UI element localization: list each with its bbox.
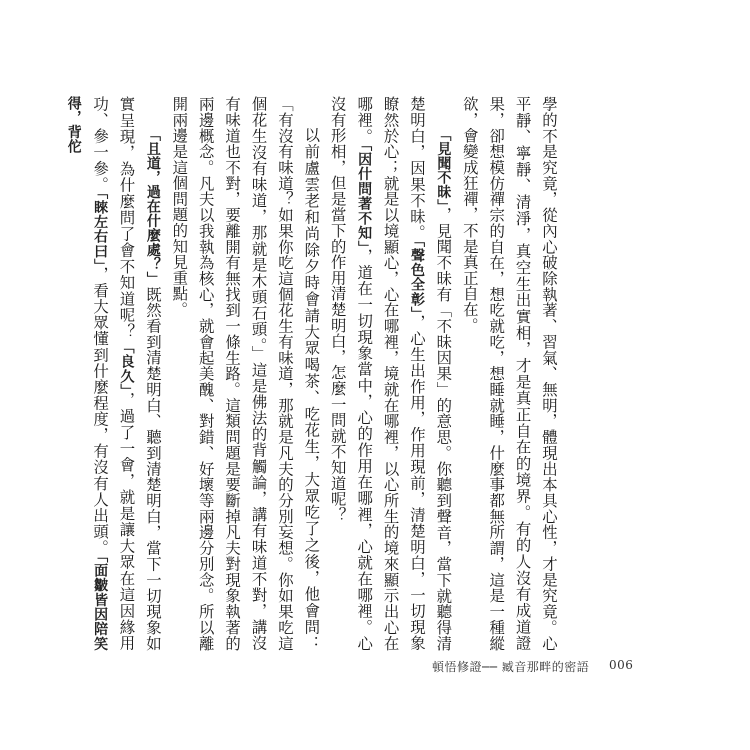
quote-mian-zhou: 「面皺皆因陪笑得，背佗 [65,96,109,651]
paragraph-2 [324,96,456,651]
quote-yin-shen: 「因什問著不知」 [356,144,373,249]
quote-jian-wen: 「見聞不昧」 [435,126,452,207]
quote-qie-dao: 「且道，過在什麼處？」 [144,126,161,286]
quote-lai-zuo-you: 「睞左右曰」 [92,192,109,267]
paragraph-4-text-c: ，看大眾懂到什麼程度，有沒有人出頭。 [91,266,110,556]
page-footer [432,658,632,678]
paragraph-4-text-b: ，過了一會，就是讓大眾在這因緣用功、參一參。 [91,96,136,651]
page-number: 006 [609,658,634,672]
paragraph-4-text-a: 既然看到清楚明白、聽到清楚明白，當下一切現象如實呈現，為什麼問了會不知道呢？ [117,96,162,651]
paragraph-2-text-b: ，心生出作用，作用現前，清楚明白，一切現象瞭然於心；就是以境顯心，心在哪裡，境就在哪裡，以心所生的境來顯示出心在哪裡。 [355,96,426,651]
running-title: 頓悟修證── 臧音那畔的密語 [432,660,590,674]
body-text [2,96,562,651]
paragraph-4 [60,96,166,651]
quote-liang-jiu: 「良久」 [118,339,135,392]
quote-sheng-se: 「聲色全彰」 [408,240,425,315]
paragraph-3-text: 以前盧雲老和尚除夕時會請大眾喝茶、吃花生，大眾吃了之後，他會問：「有沒有味道？如果你吃這個花生有味道，那就是凡夫的分別妄想。你如果吃這個花生沒有味道，那就是木頭石頭。」這是佛法的背觸論，講有味道不對，講沒有味道也不對，要離開有無找到一條生路。這類問題是要斷掉凡夫對現象執著的兩邊概念。凡夫以我執為核心，就會起美醜、對錯、好壞等兩邊分別念。所以離開兩邊是這個問題的知見重點。 [170,96,321,651]
paragraph-3 [166,96,324,651]
paragraph-2-text-a: ，見聞不昧有「不昧因果」的意思。你聽到聲音，當下就聽得清楚明白，因果不昧。 [407,96,453,651]
paragraph-1-text: 學的不是究竟，從內心破除執著、習氣、無明，體現出本具心性，才是究竟。心平靜、寧靜、清淨，真空生出實相，才是真正自在的境界。有的人沒有成道證果，卻想模仿禪宗的自在，想吃就吃，想睡就睡，什麼事都無所謂，這是一種縱欲，會變成狂禪，不是真正自在。 [460,96,558,651]
paragraph-2-text-c: ，道在一切現象當中，心的作用在哪裡，心就在哪裡。心沒有形相，但是當下的作用清楚明白，怎麼一問就不知道呢？ [328,96,374,651]
paragraph-1 [456,96,562,651]
